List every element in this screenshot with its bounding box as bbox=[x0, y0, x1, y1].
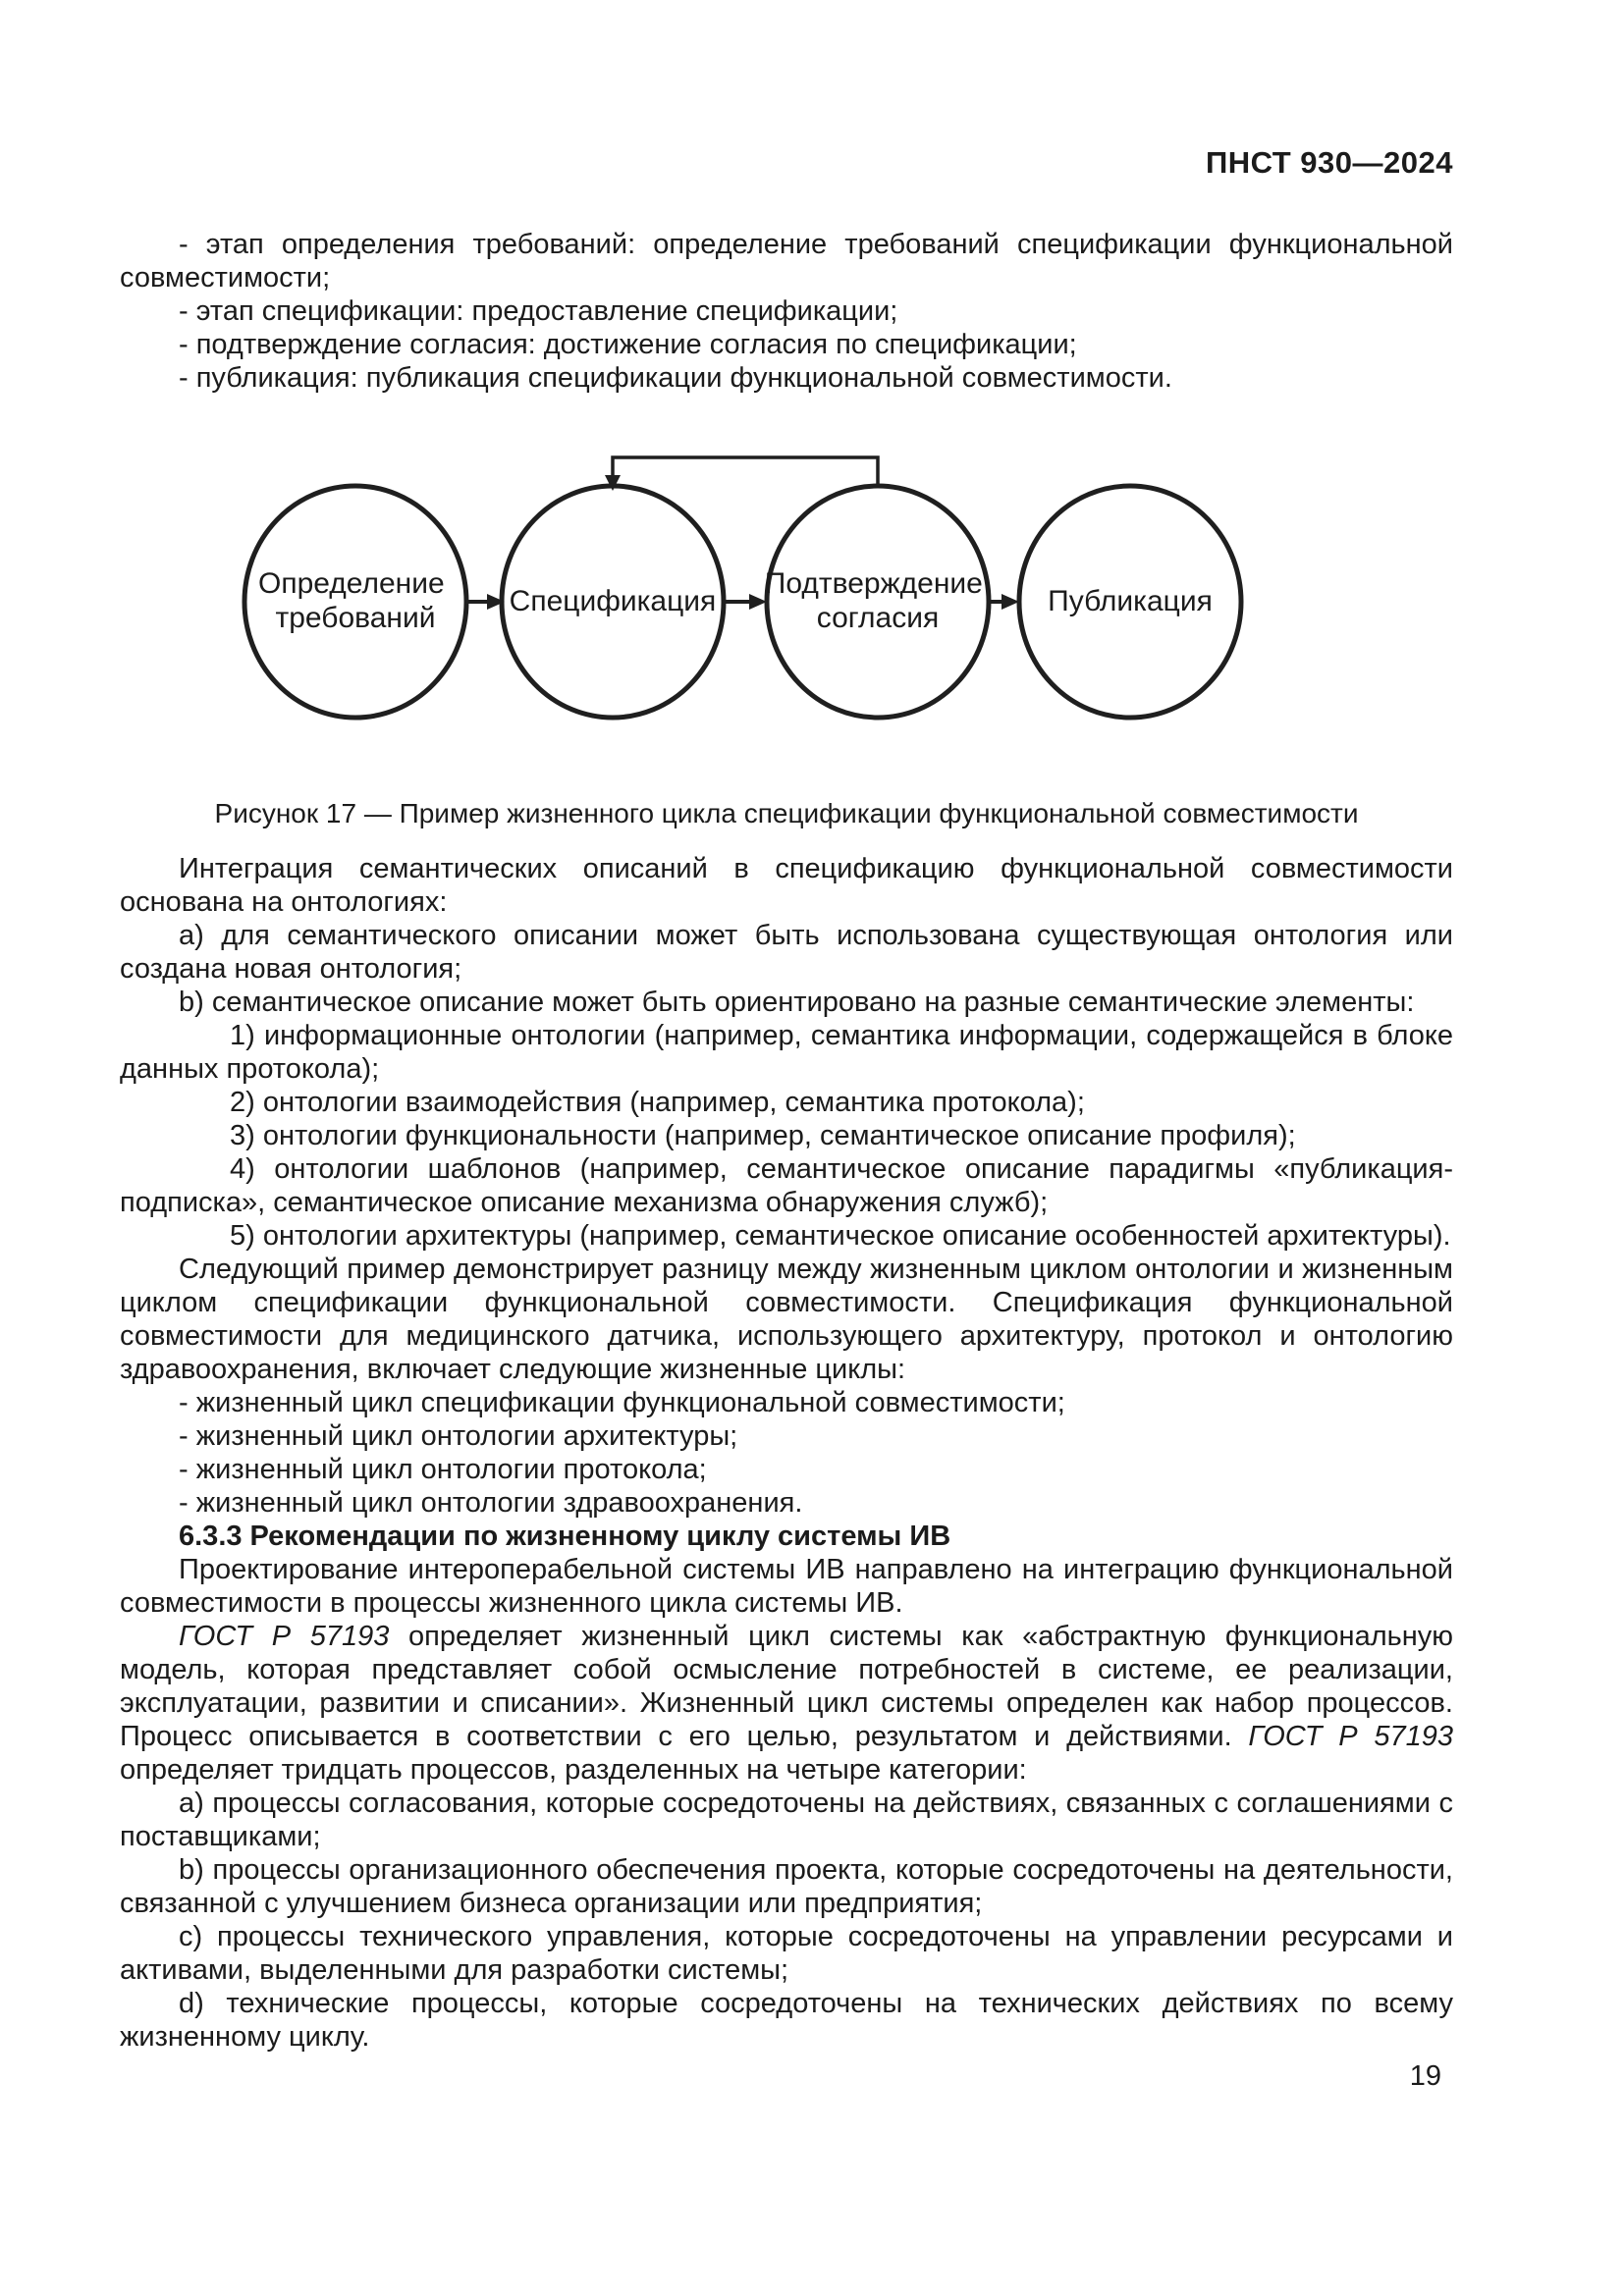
figure-caption: Рисунок 17 — Пример жизненного цикла спецификации функциональной совместимости bbox=[214, 798, 1359, 828]
paragraph: 4) онтологии шаблонов (например, семантическое описание парадигмы «публикация-подписка», семантическое описание механизма обнаружения служб); bbox=[120, 1153, 1453, 1218]
paragraph: Проектирование интероперабельной системы ИВ направлено на интеграцию функциональной совместимости в процессы жизненного цикла системы ИВ. bbox=[120, 1554, 1453, 1619]
bottom-paragraphs bbox=[120, 852, 1453, 2054]
paragraph: - публикация: публикация спецификации функциональной совместимости. bbox=[179, 362, 1172, 394]
node-requirements-definition-label: Определение требований bbox=[257, 567, 445, 634]
paragraph: b) процессы организационного обеспечения проекта, которые сосредоточены на деятельности, связанной с улучшением бизнеса организации или предприятия; bbox=[120, 1854, 1453, 1919]
paragraph: c) процессы технического управления, которые сосредоточены на управлении ресурсами и активами, выделенными для разработки системы; bbox=[120, 1921, 1453, 1986]
paragraph: 2) онтологии взаимодействия (например, семантика протокола); bbox=[230, 1087, 1085, 1118]
paragraph: - жизненный цикл онтологии здравоохранения. bbox=[179, 1487, 803, 1519]
feedback-arrow-line bbox=[613, 457, 878, 486]
paragraph: d) технические процессы, которые сосредоточены на технических действиях по всему жизненному циклу. bbox=[120, 1988, 1453, 2053]
paragraph: - жизненный цикл онтологии протокола; bbox=[179, 1454, 707, 1485]
paragraph: b) семантическое описание может быть ориентировано на разные семантические элементы: bbox=[179, 987, 1415, 1018]
arrow-3-4-head-icon bbox=[1001, 594, 1019, 610]
paragraph: Интеграция семантических описаний в спецификацию функциональной совместимости основана на онтологиях: bbox=[120, 853, 1453, 918]
page-number: 19 bbox=[1409, 2060, 1441, 2092]
paragraph: - этап определения требований: определение требований спецификации функциональной совместимости; bbox=[120, 229, 1453, 294]
paragraph: ГОСТ Р 57193 определяет жизненный цикл системы как «абстрактную функциональную модель, которая представляет собой осмысление потребностей в системе, ее реализации, эксплуатации, развитии и списании». Жизненный цикл системы определен как набор процессов. Процесс описывается в соответствии с его целью, результатом и действиями. ГОСТ Р 57193 определяет тридцать процессов, разделенных на четыре категории: bbox=[120, 1621, 1454, 1786]
paragraph: а) для семантического описании может быть использована существующая онтология или создана новая онтология; bbox=[120, 920, 1453, 985]
node-agreement-confirmation-label: Подтверждение согласия bbox=[764, 567, 983, 634]
paragraph: 3) онтологии функциональности (например, семантическое описание профиля); bbox=[230, 1120, 1296, 1151]
paragraph: а) процессы согласования, которые сосредоточены на действиях, связанных с соглашениями с поставщиками; bbox=[120, 1788, 1453, 1852]
paragraph: Следующий пример демонстрирует разницу между жизненным циклом онтологии и жизненным циклом спецификации функциональной совместимости. Спецификация функциональной совместимости для медицинского датчика, использующего архитектуру, протокол и онтологию здравоохранения, включает следующие жизненные циклы: bbox=[120, 1254, 1453, 1385]
node-specification-label: Спецификация bbox=[509, 585, 717, 617]
paragraph: 6.3.3 Рекомендации по жизненному циклу системы ИВ bbox=[179, 1521, 951, 1552]
content-column bbox=[120, 0, 1453, 2054]
paragraph: 5) онтологии архитектуры (например, семантическое описание особенностей архитектуры). bbox=[230, 1220, 1451, 1252]
document-code-header: ПНСТ 930—2024 bbox=[1205, 145, 1453, 180]
paragraph: - подтверждение согласия: достижение согласия по спецификации; bbox=[179, 329, 1077, 360]
paragraph: - жизненный цикл онтологии архитектуры; bbox=[179, 1420, 738, 1452]
paragraph: 1) информационные онтологии (например, семантика информации, содержащейся в блоке данных протокола); bbox=[120, 1020, 1453, 1085]
paragraph: - этап спецификации: предоставление спецификации; bbox=[179, 295, 898, 327]
top-paragraphs bbox=[120, 228, 1453, 395]
node-publication-label: Публикация bbox=[1048, 585, 1213, 617]
lifecycle-flow-diagram bbox=[120, 440, 1453, 734]
paragraph: - жизненный цикл спецификации функциональной совместимости; bbox=[179, 1387, 1065, 1418]
